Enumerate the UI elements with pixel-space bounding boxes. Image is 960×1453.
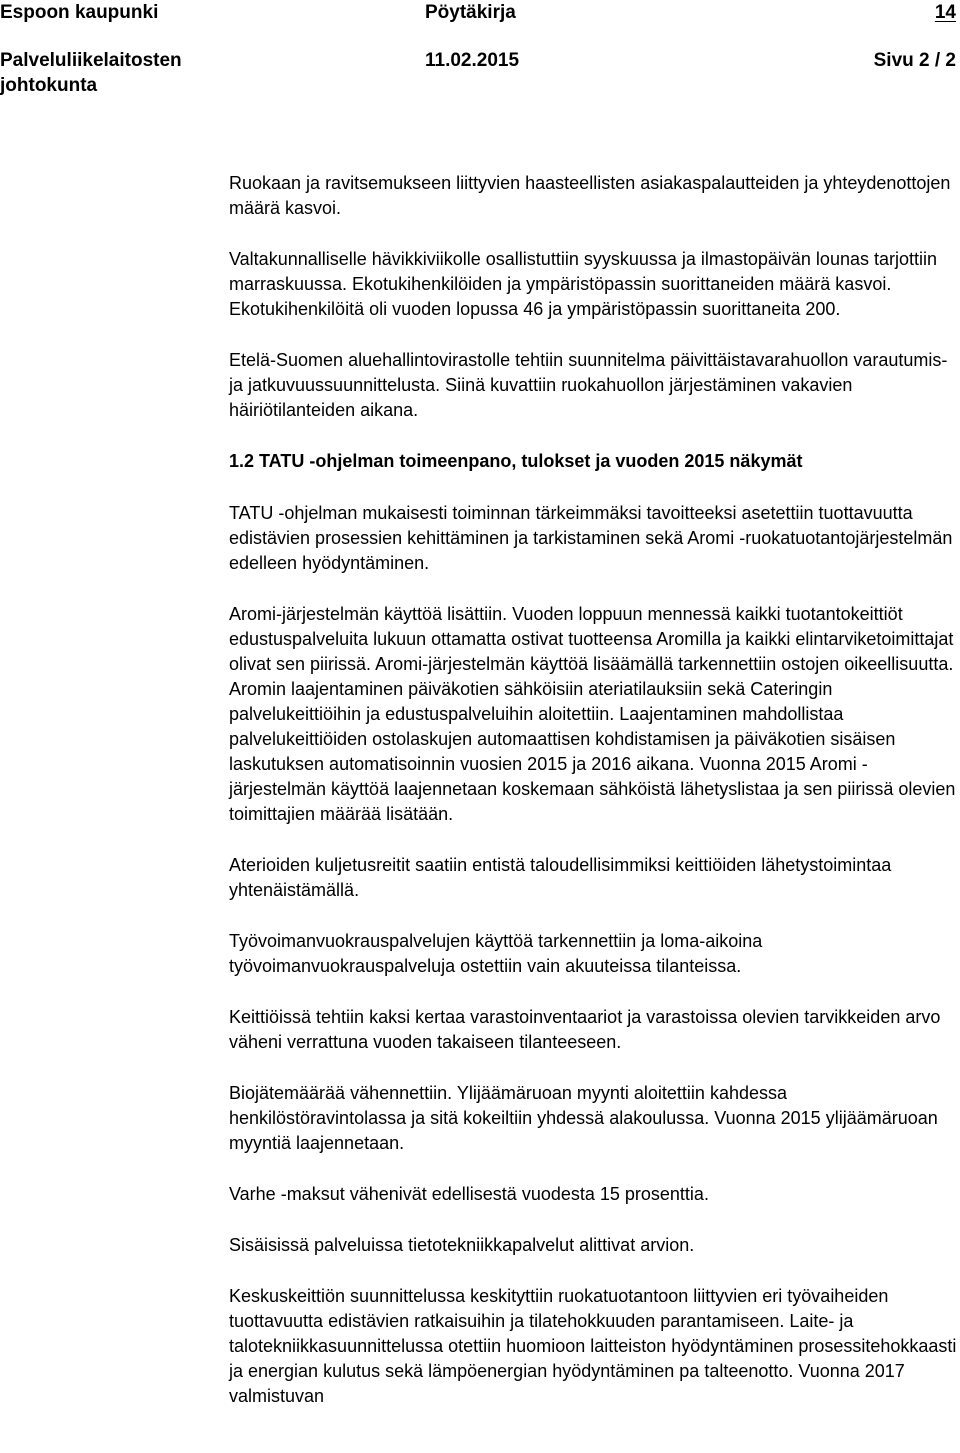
paragraph-inventory: Keittiöissä tehtiin kaksi kertaa varastoinventaariot ja varastoissa olevien tarvikkeiden arvo väheni verrattuna vuoden takaiseen tilanteeseen. — [229, 1007, 941, 1052]
paragraph-it-services: Sisäisissä palveluissa tietotekniikkapalvelut alittivat arvion. — [229, 1235, 695, 1255]
paragraph-varhe-fees: Varhe -maksut vähenivät edellisestä vuodesta 15 prosenttia. — [229, 1184, 709, 1204]
organization-name: Espoon kaupunki — [0, 2, 159, 23]
document-number: 14 — [934, 2, 956, 23]
paragraph-biowaste: Biojätemäärää vähennettiin. Ylijäämäruoan myynti aloitettiin kahdessa henkilöstöravintolassa ja sitä kokeiltiin yhdessä alakoulussa. Vuonna 2015 ylijäämäruoan myyntiä laajennetaan. — [229, 1083, 938, 1153]
paragraph-central-kitchen: Keskuskeittiön suunnittelussa keskityttiin ruokatuotantoon liittyvien eri työvaiheiden tuottavuutta edistävien ratkaisuihin ja tilatehokkuuden parantamiseen. Laite- ja talotekniikkasuunnittelussa otettiin huomioon laitteiston hyödyntäminen prosessitehokkaasti ja energian kulutus sekä lämpöenergian hyödyntäminen pa talteenotto. Vuonna 2017 valmistuvan — [229, 1286, 957, 1406]
paragraph-tatu-goals: TATU -ohjelman mukaisesti toiminnan tärkeimmäksi tavoitteeksi asetettiin tuottavuutta edistävien prosessien kehittäminen ja tarkistaminen sekä Aromi -ruokatuotantojärjestelmän edelleen hyödyntäminen. — [229, 503, 953, 573]
organizational-unit: Palveluliikelaitosten johtokunta — [0, 50, 182, 96]
document-type: Pöytäkirja — [425, 2, 516, 23]
document-header — [0, 0, 960, 96]
paragraph-transport-routes: Aterioiden kuljetusreitit saatiin entistä taloudellisimmiksi keittiöiden lähetystoimintaa yhtenäistämällä. — [229, 855, 892, 900]
paragraph-waste-week: Valtakunnalliselle hävikkiviikolle osallistuttiin syyskuussa ja ilmastopäivän lounas tarjottiin marraskuussa. Ekotukihenkilöiden ja ympäristöpassin suorittaneiden määrä kasvoi. Ekotukihenkilöitä oli vuoden lopussa 46 ja ympäristöpassin suorittaneita 200. — [229, 249, 938, 319]
paragraph-preparedness: Etelä-Suomen aluehallintovirastolle tehtiin suunnitelma päivittäistavarahuollon varautumis- ja jatkuvuussuunnittelusta. Siinä kuvattiin ruokahuollon järjestäminen vakavien häiriötilanteiden aikana. — [229, 350, 948, 420]
paragraph-staffing: Työvoimanvuokrauspalvelujen käyttöä tarkennettiin ja loma-aikoina työvoimanvuokrauspalveluja ostettiin vain akuuteissa tilanteissa. — [229, 931, 763, 976]
paragraph-feedback: Ruokaan ja ravitsemukseen liittyvien haasteellisten asiakaspalautteiden ja yhteydenottojen määrä kasvoi. — [229, 173, 951, 218]
document-body — [229, 171, 957, 1435]
paragraph-aromi-system: Aromi-järjestelmän käyttöä lisättiin. Vuoden loppuun mennessä kaikki tuotantokeittiöt edustuspalveluita lukuun ottamatta ostivat tuotteensa Aromilla ja kaikki elintarviketoimittajat olivat sen piirissä. Aromi-järjestelmän käyttöä lisäämällä tarkennettiin ostojen oikeellisuutta. Aromin laajentaminen päiväkotien sähköisiin ateriatilauksiin sekä Cateringin palvelukeittiöihin ja edustuspalveluihin aloitettiin. Laajentaminen mahdollistaa palvelukeittiöiden ostolaskujen automaattisen kohdistamisen ja päiväkotien sisäisen laskutuksen automatisoinnin vuosien 2015 ja 2016 aikana. Vuonna 2015 Aromi -järjestelmän käyttöä laajennetaan koskemaan sähköistä lähetyslistaa ja sen piirissä olevien toimittajien määrää lisätään. — [229, 604, 956, 824]
page-indicator: Sivu 2 / 2 — [873, 50, 956, 71]
meeting-date: 11.02.2015 — [425, 50, 520, 71]
section-heading: 1.2 TATU -ohjelman toimeenpano, tulokset ja vuoden 2015 näkymät — [229, 451, 803, 471]
